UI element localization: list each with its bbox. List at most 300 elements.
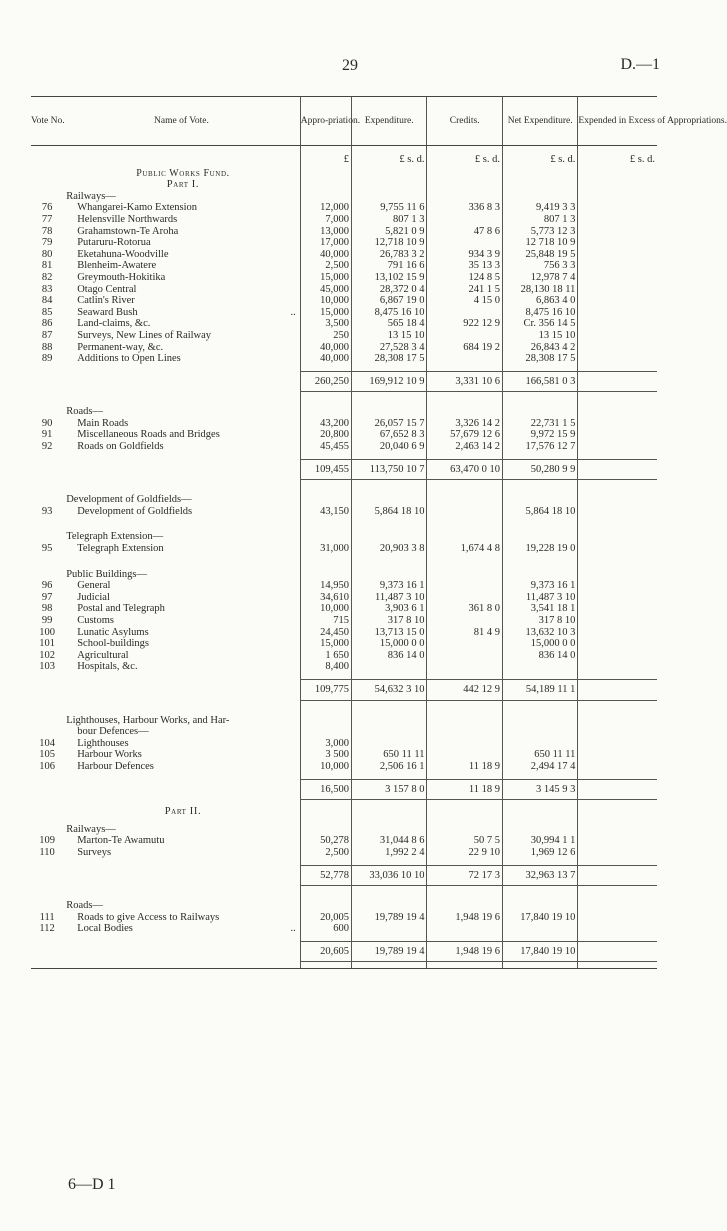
vote-number: [31, 779, 63, 800]
expenditure-value: [352, 226, 427, 238]
expenditure-value-text: 13,713 15 0: [374, 626, 425, 638]
vote-number: [31, 214, 63, 226]
vote-number: [31, 168, 63, 180]
expenditure-value-text: 6,867 19 0: [379, 295, 425, 307]
vote-number-text: 87: [41, 329, 53, 341]
vote-name: [63, 941, 300, 962]
net-expenditure-value-text: 836 14 0: [538, 649, 576, 661]
appropriation-value: [300, 418, 351, 430]
appropriation-value: [300, 480, 351, 495]
vote-number-text: 80: [41, 248, 53, 260]
vote-name-text: Public Buildings—: [66, 568, 148, 580]
vote-name: [63, 392, 300, 407]
vote-name: [63, 459, 300, 480]
vote-number: [31, 494, 63, 506]
expenditure-value: [352, 531, 427, 543]
vote-name: [63, 900, 300, 912]
vote-number-text: 77: [41, 213, 53, 225]
vote-name: [63, 650, 300, 662]
appropriation-value-text: 43,200: [320, 417, 350, 429]
credits-value: [427, 226, 502, 238]
vote-name: [63, 179, 300, 191]
appropriation-value-text: 45,000: [320, 283, 350, 295]
credits-value: [427, 406, 502, 418]
vote-name-text: Additions to Open Lines: [77, 353, 181, 365]
unit-appropriation: £: [300, 146, 351, 168]
subtotal-row: [31, 941, 657, 962]
vote-number: [31, 202, 63, 214]
vote-name: [63, 517, 300, 531]
expenditure-value: [352, 480, 427, 495]
group-heading: [31, 900, 657, 912]
credits-value-text: 63,470 0 10: [450, 463, 500, 475]
net-expenditure-value-text: Cr. 356 14 5: [523, 318, 576, 330]
expenditure-value-text: 67,652 8 3: [379, 429, 425, 441]
table-row: [31, 761, 657, 773]
expenditure-value-text: 26,783 3 2: [379, 248, 425, 260]
net-expenditure-value: [502, 749, 577, 761]
vote-number-text: 100: [39, 626, 55, 638]
appropriation-value: [300, 214, 351, 226]
vote-number-text: 105: [39, 749, 55, 761]
votes-table: [31, 96, 727, 969]
vote-number: [31, 392, 63, 407]
table-row: [31, 237, 657, 249]
vote-number: [31, 650, 63, 662]
vote-number-text: 110: [39, 846, 55, 858]
vote-number: [31, 603, 63, 615]
vote-name-text: Whangarei-Kamo Extension: [77, 202, 198, 214]
net-expenditure-value: [502, 202, 577, 214]
credits-value: [427, 715, 502, 727]
credits-value: [427, 295, 502, 307]
excess-value: [578, 806, 657, 818]
appropriation-value-text: 250: [333, 329, 350, 341]
vote-name: [63, 806, 300, 818]
credits-value: [427, 912, 502, 924]
appropriation-value: [300, 886, 351, 901]
excess-value: [578, 429, 657, 441]
group-heading: [31, 406, 657, 418]
credits-value: [427, 284, 502, 296]
vote-number-text: 82: [41, 271, 53, 283]
vote-name: [63, 962, 300, 969]
excess-value: [578, 480, 657, 495]
vote-number: [31, 738, 63, 750]
vote-name: [63, 418, 300, 430]
credits-value: [427, 569, 502, 581]
appropriation-value: [300, 941, 351, 962]
vote-number: [31, 342, 63, 354]
excess-value: [578, 237, 657, 249]
expenditure-value: [352, 342, 427, 354]
vote-number: [31, 715, 63, 727]
expenditure-value: [352, 627, 427, 639]
expenditure-value: [352, 715, 427, 727]
net-expenditure-value-text: 6,863 4 0: [536, 295, 576, 307]
table-row: [31, 342, 657, 354]
excess-value: [578, 272, 657, 284]
expenditure-value: [352, 824, 427, 836]
appropriation-value-text: 20,605: [320, 945, 350, 957]
vote-name: [63, 342, 300, 354]
vote-name: [63, 886, 300, 901]
excess-value: [578, 506, 657, 518]
excess-value: [578, 835, 657, 847]
appropriation-value: [300, 371, 351, 392]
table-row: [31, 284, 657, 296]
table-row: [31, 650, 657, 662]
expenditure-value: [352, 318, 427, 330]
credits-value: [427, 307, 502, 319]
vote-name-text: Land-claims, &c.: [77, 318, 151, 330]
table-row: [31, 912, 657, 924]
table-row: [31, 307, 657, 319]
unit-net: £ s. d.: [502, 146, 577, 168]
appropriation-value: [300, 179, 351, 191]
vote-number: [31, 847, 63, 859]
excess-value: [578, 650, 657, 662]
spacer-row: [31, 962, 657, 969]
vote-number-text: 88: [41, 341, 53, 353]
net-expenditure-value: [502, 865, 577, 886]
subtotal-row: [31, 779, 657, 800]
expenditure-value: [352, 555, 427, 569]
vote-name-text: Part I.: [166, 179, 200, 191]
appropriation-value-text: 3,000: [325, 737, 350, 749]
vote-number: [31, 480, 63, 495]
vote-number: [31, 912, 63, 924]
credits-value: [427, 531, 502, 543]
net-expenditure-value-text: 11,487 3 10: [525, 591, 576, 603]
expenditure-value: [352, 661, 427, 673]
credits-value-text: 50 7 5: [473, 835, 500, 847]
credits-value-text: 22 9 10: [468, 846, 500, 858]
unit-expenditure: £ s. d.: [352, 146, 427, 168]
table-row: [31, 638, 657, 650]
net-expenditure-value-text: 5,773 12 3: [530, 225, 576, 237]
expenditure-value-text: 8,475 16 10: [374, 306, 425, 318]
credits-value: [427, 237, 502, 249]
credits-value-text: 361 8 0: [468, 603, 500, 615]
vote-number-text: 83: [41, 283, 53, 295]
vote-name-text: Railways—: [66, 823, 116, 835]
table-row: [31, 592, 657, 604]
net-expenditure-value: [502, 179, 577, 191]
credits-value-text: 4 15 0: [473, 295, 500, 307]
net-expenditure-value-text: 1,969 12 6: [530, 846, 576, 858]
vote-name-text: Telegraph Extension: [77, 543, 164, 555]
excess-value: [578, 441, 657, 453]
expenditure-value: [352, 330, 427, 342]
expenditure-value: [352, 700, 427, 715]
net-expenditure-value: [502, 214, 577, 226]
net-expenditure-value-text: 166,581 0 3: [525, 375, 576, 387]
net-expenditure-value: [502, 237, 577, 249]
expenditure-value: [352, 679, 427, 700]
vote-name: [63, 441, 300, 453]
credits-value: [427, 749, 502, 761]
expenditure-value: [352, 806, 427, 818]
excess-value: [578, 214, 657, 226]
vote-number: [31, 353, 63, 365]
expenditure-value-text: 3 157 8 0: [385, 783, 425, 795]
vote-name-text: Marton-Te Awamutu: [77, 835, 165, 847]
appropriation-value-text: 10,000: [320, 295, 350, 307]
net-expenditure-value-text: 756 3 3: [543, 260, 576, 272]
credits-value: [427, 679, 502, 700]
table-row: [31, 353, 657, 365]
excess-value: [578, 353, 657, 365]
table-row: [31, 661, 657, 673]
net-expenditure-value: [502, 330, 577, 342]
net-expenditure-value-text: 17,840 19 10: [520, 911, 576, 923]
expenditure-value-text: 15,000 0 0: [379, 638, 425, 650]
vote-number: [31, 330, 63, 342]
appropriation-value-text: 1 650: [325, 649, 350, 661]
vote-number: [31, 249, 63, 261]
net-expenditure-value: [502, 700, 577, 715]
vote-number: [31, 260, 63, 272]
net-expenditure-value: [502, 226, 577, 238]
vote-name: [63, 272, 300, 284]
vote-name-text: Hospitals, &c.: [77, 661, 138, 673]
appropriation-value: [300, 638, 351, 650]
vote-number: [31, 371, 63, 392]
credits-value: [427, 543, 502, 555]
appropriation-value: [300, 517, 351, 531]
net-expenditure-value: [502, 480, 577, 495]
vote-name: [63, 260, 300, 272]
net-expenditure-value: [502, 592, 577, 604]
vote-name: [63, 295, 300, 307]
vote-name-text: Part II.: [164, 806, 202, 818]
appropriation-value: [300, 555, 351, 569]
expenditure-value: [352, 592, 427, 604]
vote-number: [31, 191, 63, 203]
vote-name: [63, 543, 300, 555]
credits-value: [427, 459, 502, 480]
expenditure-value: [352, 441, 427, 453]
excess-value: [578, 615, 657, 627]
net-expenditure-value-text: 9,419 3 3: [536, 202, 576, 214]
vote-name: [63, 555, 300, 569]
net-expenditure-value: [502, 941, 577, 962]
expenditure-value: [352, 962, 427, 969]
appropriation-value-text: 3,500: [325, 318, 350, 330]
vote-name-text: Roads—: [66, 900, 103, 912]
vote-name: [63, 191, 300, 203]
vote-name: [63, 284, 300, 296]
vote-number: [31, 459, 63, 480]
credits-value: [427, 900, 502, 912]
credits-value: [427, 824, 502, 836]
table-body: [31, 146, 657, 969]
net-expenditure-value: [502, 580, 577, 592]
expenditure-value: [352, 615, 427, 627]
vote-number-text: 109: [39, 835, 55, 847]
credits-value: [427, 506, 502, 518]
vote-name-text: Lunatic Asylums: [77, 626, 149, 638]
expenditure-value-text: 1,992 2 4: [385, 846, 425, 858]
vote-number: [31, 824, 63, 836]
vote-number: [31, 962, 63, 969]
expenditure-value: [352, 191, 427, 203]
net-expenditure-value: [502, 555, 577, 569]
vote-name-text: Seaward Bush: [77, 306, 138, 318]
vote-number: [31, 580, 63, 592]
appropriation-value: [300, 824, 351, 836]
appropriation-value: [300, 441, 351, 453]
net-expenditure-value: [502, 835, 577, 847]
part-heading: [31, 806, 657, 818]
excess-value: [578, 779, 657, 800]
vote-name: [63, 700, 300, 715]
table-row: [31, 543, 657, 555]
group-heading: [31, 715, 657, 727]
excess-value: [578, 580, 657, 592]
vote-number: [31, 923, 63, 935]
net-expenditure-value: [502, 650, 577, 662]
vote-name: [63, 715, 300, 727]
net-expenditure-value-text: 317 8 10: [538, 615, 576, 626]
appropriation-value-text: 715: [333, 615, 350, 626]
expenditure-value-text: 19,789 19 4: [374, 911, 425, 923]
credits-value-text: 57,679 12 6: [450, 429, 500, 441]
vote-name-text: Blenheim-Awatere: [77, 260, 157, 272]
vote-name: [63, 835, 300, 847]
expenditure-value: [352, 353, 427, 365]
vote-number: [31, 517, 63, 531]
table-row: [31, 738, 657, 750]
net-expenditure-value: [502, 295, 577, 307]
vote-name: [63, 615, 300, 627]
expenditure-value-text: 31,044 8 6: [379, 835, 425, 847]
vote-name: [63, 824, 300, 836]
vote-name-text: Lighthouses, Harbour Works, and Har-: [66, 714, 230, 726]
expenditure-value: [352, 726, 427, 738]
net-expenditure-value: [502, 679, 577, 700]
expenditure-value-text: 2,506 16 1: [379, 760, 425, 772]
vote-name-text: Roads to give Access to Railways: [77, 911, 220, 923]
vote-name-text: Public Works Fund.: [136, 167, 230, 179]
expenditure-value: [352, 543, 427, 555]
vote-number: [31, 726, 63, 738]
vote-name: [63, 226, 300, 238]
group-heading: [31, 494, 657, 506]
excess-value: [578, 392, 657, 407]
expenditure-value: [352, 249, 427, 261]
vote-name: [63, 307, 300, 319]
net-expenditure-value: [502, 371, 577, 392]
expenditure-value-text: 33,036 10 10: [369, 869, 425, 881]
appropriation-value: [300, 679, 351, 700]
vote-number: [31, 941, 63, 962]
net-expenditure-value-text: 54,189 11 1: [525, 683, 576, 695]
appropriation-value: [300, 191, 351, 203]
appropriation-value: [300, 738, 351, 750]
vote-number: [31, 886, 63, 901]
vote-name: [63, 406, 300, 418]
expenditure-value-text: 13 15 10: [387, 329, 425, 341]
vote-number: [31, 406, 63, 418]
net-expenditure-value: [502, 962, 577, 969]
excess-value: [578, 749, 657, 761]
table-row: [31, 418, 657, 430]
net-expenditure-value: [502, 429, 577, 441]
table-row: [31, 260, 657, 272]
credits-value: [427, 806, 502, 818]
credits-value: [427, 494, 502, 506]
subtotal-row: [31, 459, 657, 480]
vote-number: [31, 749, 63, 761]
credits-value: [427, 330, 502, 342]
vote-number-text: 97: [41, 591, 53, 603]
excess-value: [578, 603, 657, 615]
table-row: [31, 214, 657, 226]
excess-value: [578, 912, 657, 924]
appropriation-value: [300, 569, 351, 581]
expenditure-value-text: 19,789 19 4: [374, 945, 425, 957]
vote-name-text: School-buildings: [77, 638, 149, 650]
net-expenditure-value-text: 17,840 19 10: [520, 945, 576, 957]
credits-value: [427, 371, 502, 392]
expenditure-value: [352, 406, 427, 418]
excess-value: [578, 941, 657, 962]
net-expenditure-value-text: 650 11 11: [534, 749, 576, 761]
vote-number: [31, 531, 63, 543]
net-expenditure-value: [502, 923, 577, 935]
spacer-row: [31, 480, 657, 495]
net-expenditure-value-text: 3,541 18 1: [530, 603, 576, 615]
excess-value: [578, 865, 657, 886]
vote-number: [31, 700, 63, 715]
vote-name: [63, 506, 300, 518]
expenditure-value: [352, 418, 427, 430]
credits-value-text: 934 3 9: [468, 248, 500, 260]
net-expenditure-value: [502, 353, 577, 365]
appropriation-value: [300, 726, 351, 738]
vote-number-text: 95: [41, 543, 53, 555]
units-blank: [31, 146, 63, 168]
unit-credits: £ s. d.: [427, 146, 502, 168]
appropriation-value: [300, 284, 351, 296]
table-row: [31, 295, 657, 307]
vote-number-text: 112: [39, 923, 55, 935]
net-expenditure-value-text: 22,731 1 5: [530, 417, 576, 429]
excess-value: [578, 962, 657, 969]
appropriation-value-text: 10,000: [320, 760, 350, 772]
vote-name-text: Telegraph Extension—: [66, 531, 164, 543]
expenditure-value-text: 5,821 0 9: [385, 225, 425, 237]
credits-value-text: 47 8 6: [473, 225, 500, 237]
excess-value: [578, 307, 657, 319]
appropriation-value: [300, 330, 351, 342]
expenditure-value-text: 20,903 3 8: [379, 543, 425, 555]
net-expenditure-value: [502, 627, 577, 639]
expenditure-value: [352, 459, 427, 480]
net-expenditure-value: [502, 342, 577, 354]
credits-value-text: 11 18 9: [468, 783, 500, 795]
net-expenditure-value: [502, 738, 577, 750]
appropriation-value: [300, 847, 351, 859]
vote-number: [31, 865, 63, 886]
net-expenditure-value: [502, 603, 577, 615]
credits-value-text: 3,326 14 2: [455, 417, 500, 429]
excess-value: [578, 679, 657, 700]
appropriation-value: [300, 353, 351, 365]
appropriation-value-text: 600: [333, 923, 350, 935]
